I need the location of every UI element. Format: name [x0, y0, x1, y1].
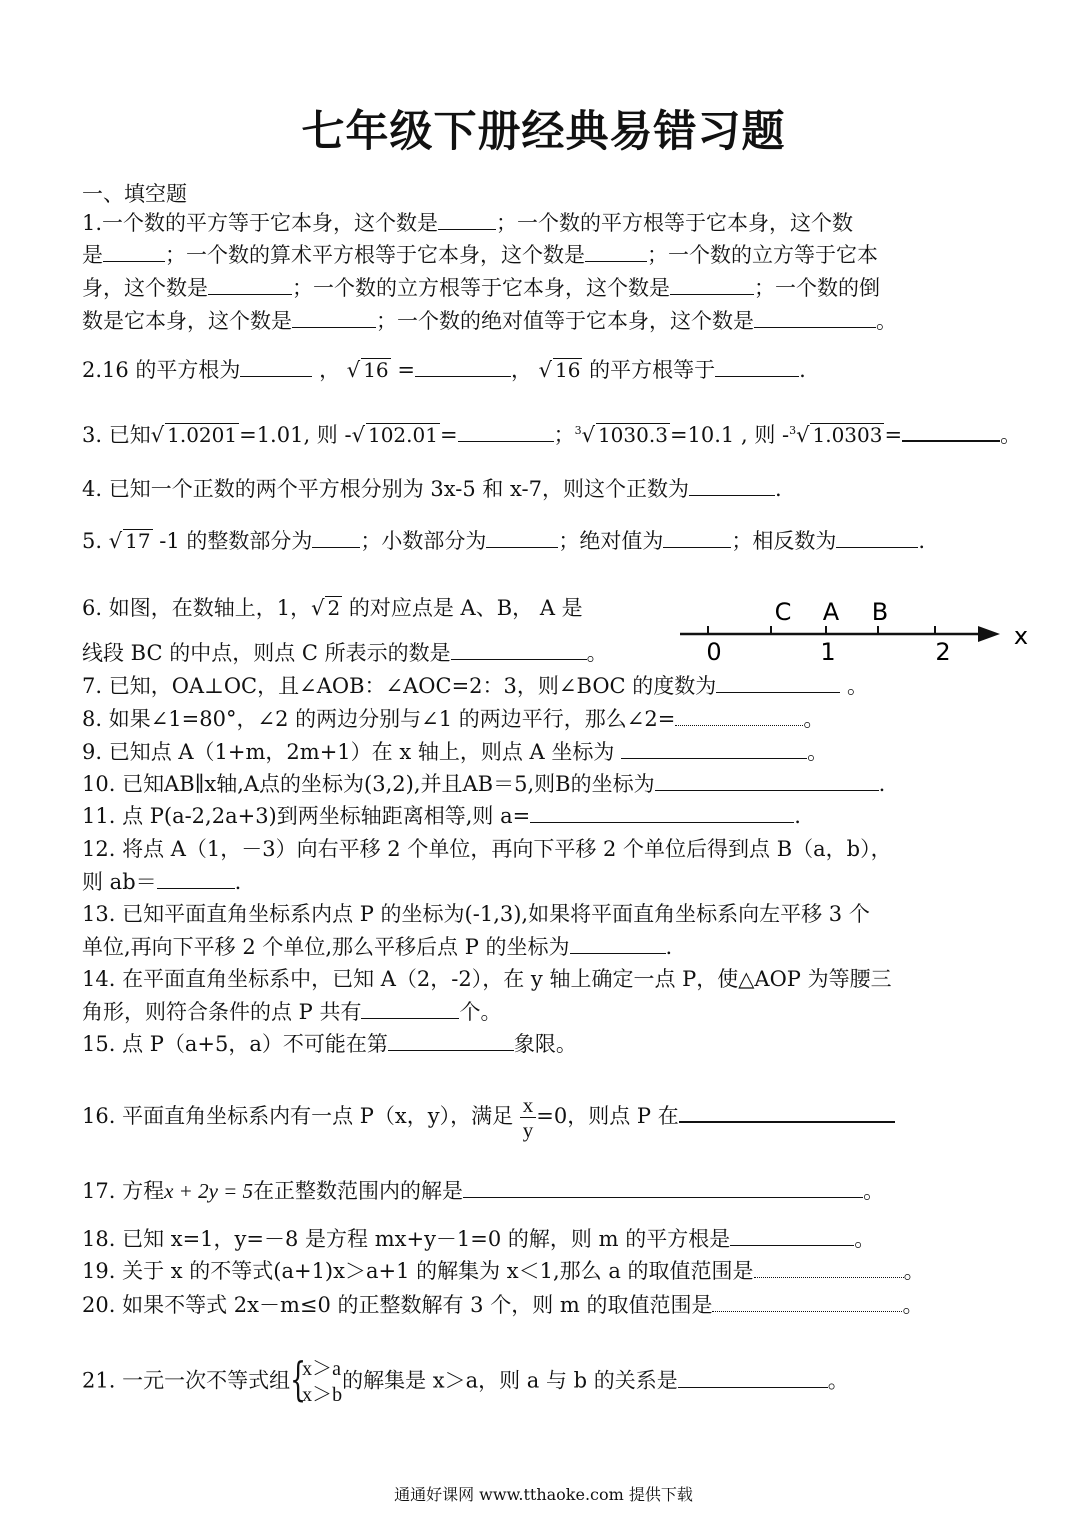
answer-blank[interactable]: [836, 529, 918, 548]
question-2: 2.16 的平方根为 ， √ 16 = ， √ 16 的平方根等于 .: [82, 358, 806, 382]
question-20: 20. 如果不等式 2x－m≤0 的正整数解有 3 个，则 m 的取值范围是 。: [82, 1293, 924, 1317]
label-c: C: [774, 598, 792, 626]
answer-blank[interactable]: [621, 740, 807, 759]
answer-blank[interactable]: [715, 358, 799, 377]
axis-arrow: [978, 626, 1000, 642]
question-14-line-1: 14. 在平面直角坐标系中，已知 A（2，-2），在 y 轴上确定一点 P，使△AOP 为等腰三: [82, 967, 892, 991]
answer-blank[interactable]: [716, 674, 840, 693]
answer-blank[interactable]: [103, 243, 165, 262]
question-21: 21. 一元一次不等式组 { x＞a x＞b 的解集是 x＞a，则 a 与 b 的关系是 。: [82, 1352, 849, 1406]
question-4: 4. 已知一个正数的两个平方根分别为 3x-5 和 x-7，则这个正数为 .: [82, 477, 782, 501]
label-b: B: [871, 598, 889, 626]
section-heading: 一、填空题: [82, 182, 187, 206]
question-17: 17. 方程x + 2y = 5在正整数范围内的解是 。: [82, 1179, 885, 1203]
footer-credit: 通通好课网 www.tthaoke.com 提供下载: [394, 1485, 693, 1504]
number-line-figure: [678, 596, 1038, 666]
question-1-line-1: 1.一个数的平方等于它本身，这个数是 ；一个数的平方根等于它本身，这个数: [82, 211, 854, 235]
question-7: 7. 已知，OA⊥OC，且∠AOB：∠AOC=2：3，则∠BOC 的度数为 。: [82, 674, 868, 698]
label-a: A: [822, 598, 840, 626]
answer-blank[interactable]: [712, 1293, 902, 1312]
question-13-line-1: 13. 已知平面直角坐标系内点 P 的坐标为(-1,3),如果将平面直角坐标系向左平移 3 个: [82, 902, 870, 926]
question-15: 15. 点 P（a+5，a）不可能在第 象限。: [82, 1032, 577, 1056]
question-1-line-3: 身，这个数是 ；一个数的立方根等于它本身，这个数是 ；一个数的倒: [82, 276, 880, 300]
answer-blank[interactable]: [361, 1000, 459, 1019]
question-11: 11. 点 P(a-2,2a+3)到两坐标轴距离相等,则 a= .: [82, 804, 801, 828]
answer-blank[interactable]: [486, 529, 558, 548]
question-16: 16. 平面直角坐标系内有一点 P（x，y），满足 $\frac{x}{y}$ =0，则点 P 在: [82, 1093, 895, 1142]
tick-label-0: 0: [706, 638, 722, 666]
answer-blank[interactable]: [754, 309, 876, 328]
answer-blank[interactable]: [530, 804, 794, 823]
answer-blank[interactable]: [655, 772, 879, 791]
answer-blank[interactable]: [754, 1259, 904, 1278]
question-6-line-2: 线段 BC 的中点，则点 C 所表示的数是 。: [82, 641, 608, 665]
answer-blank[interactable]: [388, 1032, 514, 1051]
tick-label-2: 2: [935, 638, 951, 666]
question-18: 18. 已知 x=1，y=－8 是方程 mx+y－1=0 的解，则 m 的平方根是 。: [82, 1227, 876, 1251]
answer-blank[interactable]: [570, 935, 666, 954]
question-19: 19. 关于 x 的不等式(a+1)x＞a+1 的解集为 x＜1,那么 a 的取值范围是 。: [82, 1259, 925, 1283]
answer-blank[interactable]: [902, 422, 1000, 442]
question-8: 8. 如果∠1=80°，∠2 的两边分别与∠1 的两边平行，那么∠2= 。: [82, 707, 825, 731]
answer-blank[interactable]: [730, 1227, 854, 1246]
inequality-system: { x＞a x＞b: [290, 1352, 343, 1406]
question-12-line-1: 12. 将点 A（1，－3）向右平移 2 个单位，再向下平移 2 个单位后得到点 B（a，b），: [82, 837, 892, 861]
question-6-line-1: 6. 如图，在数轴上，1，√ 2 的对应点是 A、B， A 是: [82, 596, 583, 620]
answer-blank[interactable]: [585, 243, 647, 262]
answer-blank[interactable]: [415, 358, 511, 377]
answer-blank[interactable]: [208, 276, 292, 295]
question-10: 10. 已知AB∥x轴,A点的坐标为(3,2),并且AB＝5,则B的坐标为 .: [82, 772, 886, 796]
axis-label: x: [1013, 622, 1029, 650]
answer-blank[interactable]: [451, 641, 587, 660]
answer-blank[interactable]: [678, 1369, 828, 1388]
answer-blank[interactable]: [157, 870, 235, 889]
question-5: 5. √ 17 -1 的整数部分为 ；小数部分为 ；绝对值为 ；相反数为 .: [82, 529, 926, 553]
question-9: 9. 已知点 A（1+m，2m+1）在 x 轴上，则点 A 坐标为 。: [82, 740, 829, 764]
question-14-line-2: 角形，则符合条件的点 P 共有 个。: [82, 1000, 502, 1024]
answer-blank[interactable]: [292, 309, 376, 328]
answer-blank[interactable]: [438, 211, 496, 230]
question-1-line-4: 数是它本身，这个数是 ；一个数的绝对值等于它本身，这个数是 。: [82, 309, 897, 333]
tick-label-1: 1: [820, 638, 836, 666]
answer-blank[interactable]: [463, 1179, 863, 1198]
answer-blank[interactable]: [240, 358, 312, 377]
answer-blank[interactable]: [670, 276, 754, 295]
question-12-line-2: 则 ab＝ .: [82, 870, 242, 894]
answer-blank[interactable]: [675, 707, 803, 726]
answer-blank[interactable]: [663, 529, 731, 548]
question-1-line-2: 是 ；一个数的算术平方根等于它本身，这个数是 ；一个数的立方等于它本: [82, 243, 878, 267]
answer-blank[interactable]: [458, 423, 554, 442]
question-13-line-2: 单位,再向下平移 2 个单位,那么平移后点 P 的坐标为 .: [82, 935, 673, 959]
page-title: 七年级下册经典易错习题: [301, 107, 786, 157]
question-3: 3. 已知√ 1.0201=1.01, 则 -√ 102.01= ；$^3$√ 1030.3=10.1 , 则 -$^3$√ 1.0303= 。: [82, 423, 1022, 447]
answer-blank[interactable]: [679, 1103, 895, 1123]
answer-blank[interactable]: [312, 529, 360, 548]
answer-blank[interactable]: [689, 477, 775, 496]
fraction-x-over-y: $\frac{x}{y}$: [520, 1093, 537, 1142]
